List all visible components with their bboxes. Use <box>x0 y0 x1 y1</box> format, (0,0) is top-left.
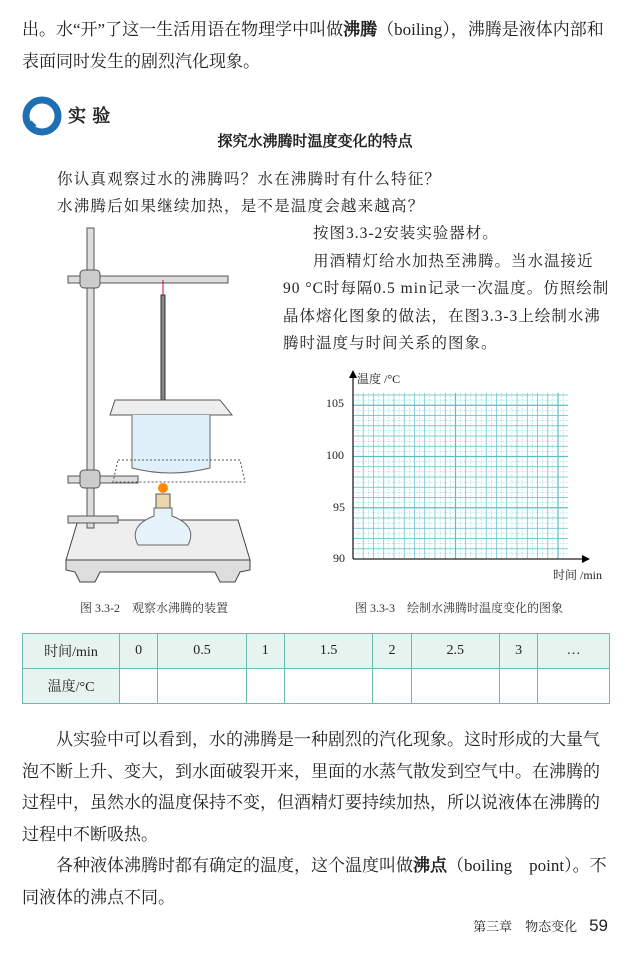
y-tick-95: 95 <box>333 500 345 514</box>
term-boiling-point: 沸点 <box>413 856 447 875</box>
question-1: 你认真观察过水的沸腾吗？水在沸腾时有什么特征？ <box>57 171 442 188</box>
y-tick-90: 90 <box>333 551 345 565</box>
conclusion-text: 各种液体沸腾时都有确定的温度，这个温度叫做 <box>56 856 413 875</box>
step-2: 用酒精灯给水加热至沸腾。当水温接近90 °C时每隔0.5 min记录一次温度。仿照绘制晶体熔化图象的做法，在图3.3-3上绘制水沸腾时温度与时间关系的图象。 <box>283 252 610 352</box>
experiment-title: 探究水沸腾时温度变化的特点 <box>217 132 413 150</box>
temp-cell[interactable] <box>284 669 372 704</box>
time-cell: 1 <box>246 634 284 669</box>
data-table <box>22 633 610 704</box>
step-1: 按图3.3-2安装实验器材。 <box>313 225 499 242</box>
question-2: 水沸腾后如果继续加热，是不是温度会越来越高？ <box>57 198 425 215</box>
y-axis-arrow-icon <box>349 370 357 378</box>
conclusion-paragraph-2 <box>22 850 610 913</box>
conclusion-text-2: （boiling point）。不同液体的沸点不同。 <box>22 856 607 907</box>
time-cell: … <box>538 634 610 669</box>
conclusion-paragraph-1: 从实验中可以看到，水的沸腾是一种剧烈的汽化现象。这时形成的大量气泡不断上升、变大，到水面破裂开来，里面的水蒸气散发到空气中。在沸腾的过程中，虽然水的温度保持不变，但酒精灯要持续加热，所以说液体在沸腾的过程中不断吸热。 <box>22 730 600 844</box>
time-cell: 1.5 <box>284 634 372 669</box>
temp-cell[interactable] <box>373 669 411 704</box>
section-label: 实 验 <box>68 106 111 127</box>
page-number: 59 <box>589 916 608 935</box>
table-row-temperature <box>23 669 610 704</box>
temp-cell[interactable] <box>538 669 610 704</box>
time-cell: 3 <box>500 634 538 669</box>
chapter-title: 第三章 物态变化 <box>473 919 578 934</box>
temp-cell[interactable] <box>120 669 158 704</box>
intro-text: 出。水“开”了这一生活用语在物理学中叫做 <box>22 20 344 39</box>
table-row-time <box>23 634 610 669</box>
row-header-temperature: 温度/°C <box>23 669 120 704</box>
time-cell: 2 <box>373 634 411 669</box>
temp-cell[interactable] <box>411 669 499 704</box>
y-tick-105: 105 <box>326 396 344 410</box>
x-axis-label: 时间 /min <box>553 568 603 582</box>
temp-cell[interactable] <box>246 669 284 704</box>
time-cell: 2.5 <box>411 634 499 669</box>
time-cell: 0 <box>120 634 158 669</box>
page-footer <box>473 916 608 936</box>
intro-text-2: （boiling），沸腾是液体内部和表面同时发生的剧烈汽化现象。 <box>22 20 604 71</box>
temp-cell[interactable] <box>158 669 246 704</box>
time-cell: 0.5 <box>158 634 246 669</box>
figure-3-3-3-caption: 图 3.3-3 绘制水沸腾时温度变化的图象 <box>355 601 563 615</box>
x-axis-arrow-icon <box>582 555 590 563</box>
temp-cell[interactable] <box>500 669 538 704</box>
y-axis-label: 温度 /°C <box>357 372 401 386</box>
figure-3-3-2-caption: 图 3.3-2 观察水沸腾的装置 <box>80 601 228 615</box>
conclusion <box>22 724 610 913</box>
term-boiling: 沸腾 <box>343 20 378 39</box>
y-tick-100: 100 <box>326 448 344 462</box>
row-header-time: 时间/min <box>23 634 120 669</box>
